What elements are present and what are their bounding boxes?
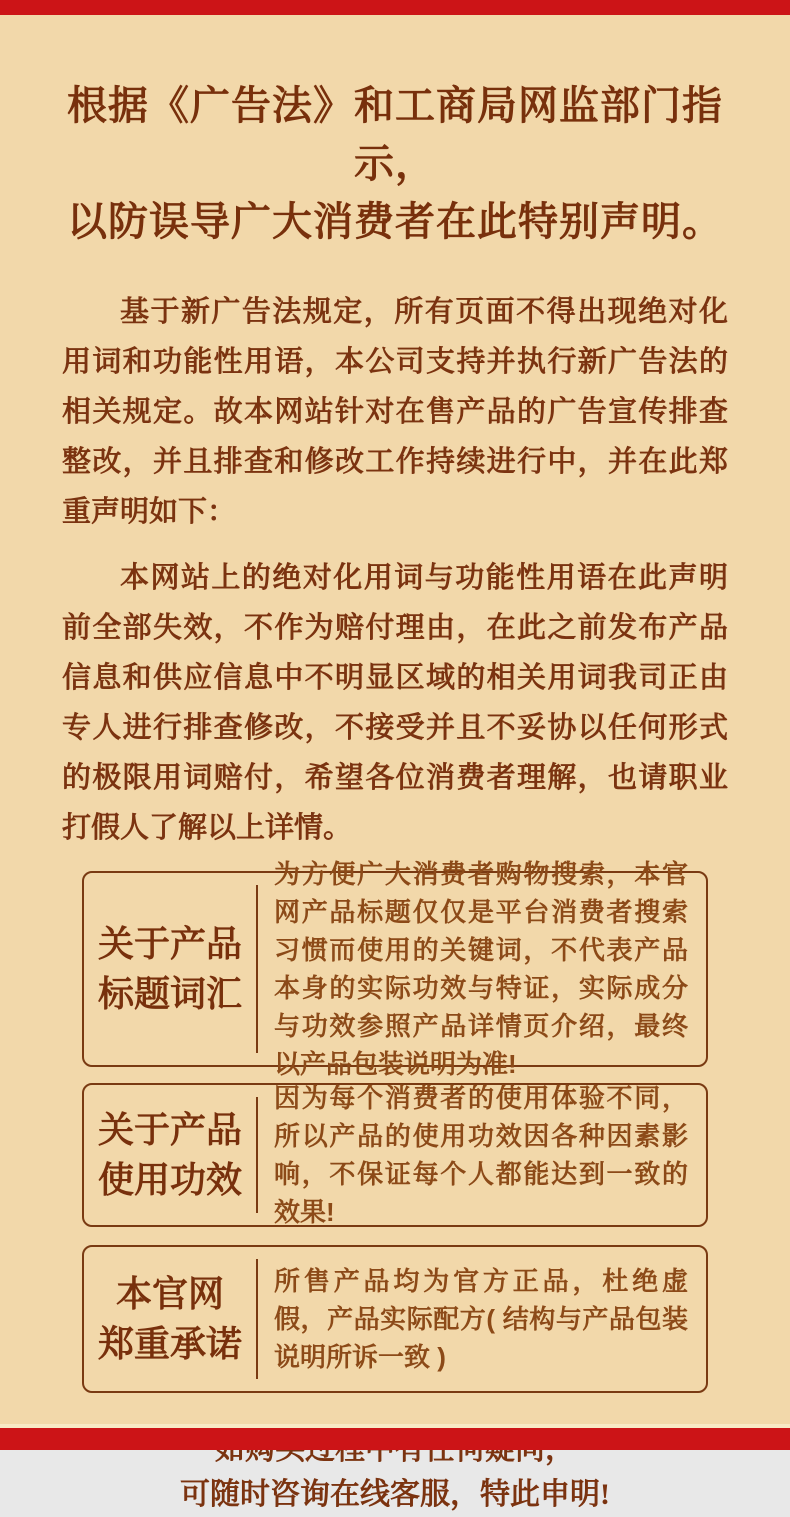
notice-box-body-text: 所售产品均为官方正品，杜绝虚假，产品实际配方( 结构与产品包装说明所诉一致 )	[274, 1266, 688, 1372]
notice-box-body	[258, 1247, 706, 1391]
page-title-line-1: 根据《广告法》和工商局网监部门指示，	[67, 83, 723, 186]
content-area	[0, 77, 790, 1517]
notice-box-title-line-1: 关于产品	[97, 924, 242, 964]
notice-box-official-promise	[82, 1245, 708, 1393]
statement-paragraph-1: 基于新广告法规定，所有页面不得出现绝对化用词和功能性用语，本公司支持并执行新广告法的相关规定。故本网站针对在售产品的广告宣传排查整改，并且排查和修改工作持续进行中，并在此郑重声明如下：	[62, 296, 728, 528]
notice-box-title	[84, 1085, 256, 1225]
statement-paragraph-2: 本网站上的绝对化用词与功能性用语在此声明前全部失效，不作为赔付理由，在此之前发布产品信息和供应信息中不明显区域的相关用词我司正由专人进行排查修改，不接受并且不妥协以任何形式的极限用词赔付，希望各位消费者理解，也请职业打假人了解以上详情。	[62, 562, 728, 844]
notice-box-body	[258, 1085, 706, 1225]
notice-box-title-line-2: 使用功效	[97, 1160, 242, 1200]
notice-box-title-line-2: 标题词汇	[97, 974, 242, 1014]
footer-line-2: 可随时咨询在线客服，特此申明!	[180, 1478, 610, 1511]
page-title-line-2: 以防误导广大消费者在此特别声明。	[67, 199, 723, 244]
notice-box-title-line-1: 关于产品	[97, 1110, 242, 1150]
notice-box-title	[84, 1247, 256, 1391]
notice-box-body-text: 为方便广大消费者购物搜索，本官网产品标题仅仅是平台消费者搜索习惯而使用的关键词，不代表产品本身的实际功效与特证，实际成分与功效参照产品详情页介绍，最终以产品包装说明为准!	[274, 859, 688, 1079]
top-red-bar	[0, 0, 790, 15]
page-title	[62, 77, 728, 251]
notice-box-title-line-2: 郑重承诺	[97, 1324, 242, 1364]
notice-box-title-line-1: 本官网	[115, 1274, 224, 1314]
notice-box-body-text: 因为每个消费者的使用体验不同，所以产品的使用功效因各种因素影响，不保证每个人都能达到一致的效果!	[274, 1083, 688, 1227]
notice-box-product-title	[82, 859, 708, 1079]
bottom-red-bar	[0, 1428, 790, 1450]
notice-box-title	[84, 873, 256, 1065]
notice-boxes	[62, 859, 728, 1393]
notice-box-product-efficacy	[82, 1083, 708, 1227]
notice-box-body	[258, 859, 706, 1079]
